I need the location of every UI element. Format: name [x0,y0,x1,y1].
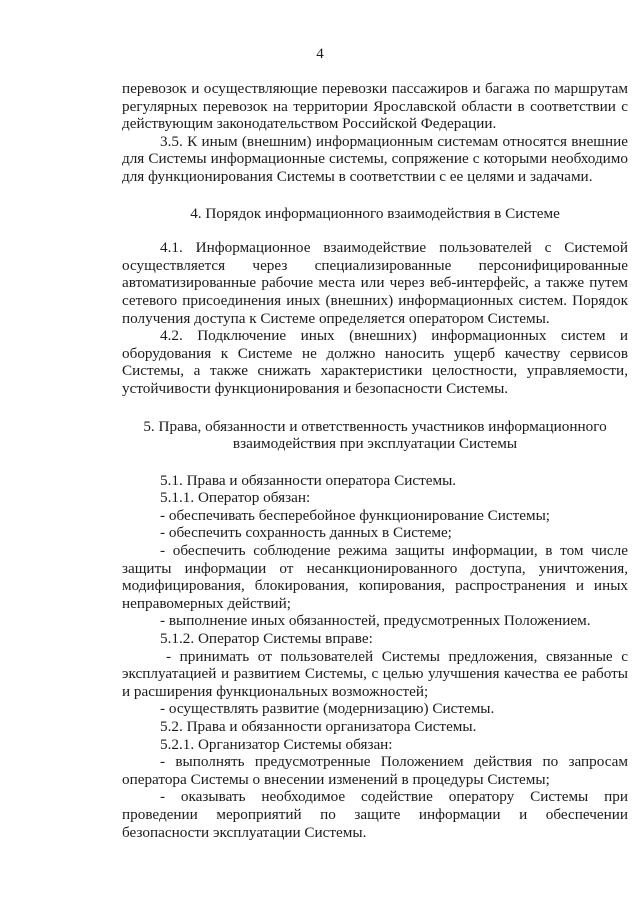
section-5-heading: 5. Права, обязанности и ответственность участников информационного взаимодействия при эксплуатации Системы [143,417,607,453]
paragraph-4-1: 4.1. Информационное взаимодействие пользователей с Системой осуществляется через специализированные персонифицированные автоматизированные рабочие места или через веб-интерфейс, а также путем сетевого присоединения иных (внешних) информационных систем. Порядок получения доступа к Системе определяется оператором Системы. [122,239,628,327]
list-item: - осуществлять развитие (модернизацию) Системы. [160,700,495,718]
paragraph-3-5: 3.5. К иным (внешним) информационным системам относятся внешние для Системы информационные системы, сопряжение с которыми необходимо для функционирования Системы в соответствии с ее целями и задачами. [122,132,628,185]
list-item: - оказывать необходимое содействие оператору Системы при проведении мероприятий по защите информации и обеспечении безопасности эксплуатации Системы. [122,788,628,841]
list-item: - обеспечивать бесперебойное функционирование Системы; [160,506,551,524]
document-body [122,80,628,841]
list-item: - выполнение иных обязанностей, предусмотренных Положением. [160,612,591,630]
section-4-heading: 4. Порядок информационного взаимодействия в Системе [190,204,560,222]
list-item: - обеспечить соблюдение режима защиты информации, в том числе защиты информации от несанкционированного доступа, уничтожения, модифицирования, блокирования, копирования, распространения и иных неправомерных действий; [122,542,628,612]
page-number: 4 [316,46,324,62]
paragraph-5-1: 5.1. Права и обязанности оператора Системы. [160,471,457,489]
paragraph-4-2: 4.2. Подключение иных (внешних) информационных систем и оборудования к Системе не должно наносить ущерб качеству сервисов Системы, а также снижать характеристики целостности, управляемости, устойчивости функционирования и безопасности Системы. [122,327,628,397]
paragraph-5-1-2: 5.1.2. Оператор Системы вправе: [160,630,373,648]
paragraph-5-2-1: 5.2.1. Организатор Системы обязан: [160,735,393,753]
list-item: - принимать от пользователей Системы предложения, связанные с эксплуатацией и развитием Системы, с целью улучшения качества ее работы и расширения функциональных возможностей; [122,647,628,700]
paragraph-5-1-1: 5.1.1. Оператор обязан: [160,489,311,507]
paragraph-5-2: 5.2. Права и обязанности организатора Системы. [160,718,477,735]
paragraph-3-4-end: перевозок и осуществляющие перевозки пассажиров и багажа по маршрутам регулярных перевозок на территории Ярославской области в соответствии с действующим законодательством Российской Федерации. [122,80,628,133]
list-item: - обеспечить сохранность данных в Системе; [160,524,452,542]
list-item: - выполнять предусмотренные Положением действия по запросам оператора Системы о внесении изменений в процедуры Системы; [122,753,628,788]
